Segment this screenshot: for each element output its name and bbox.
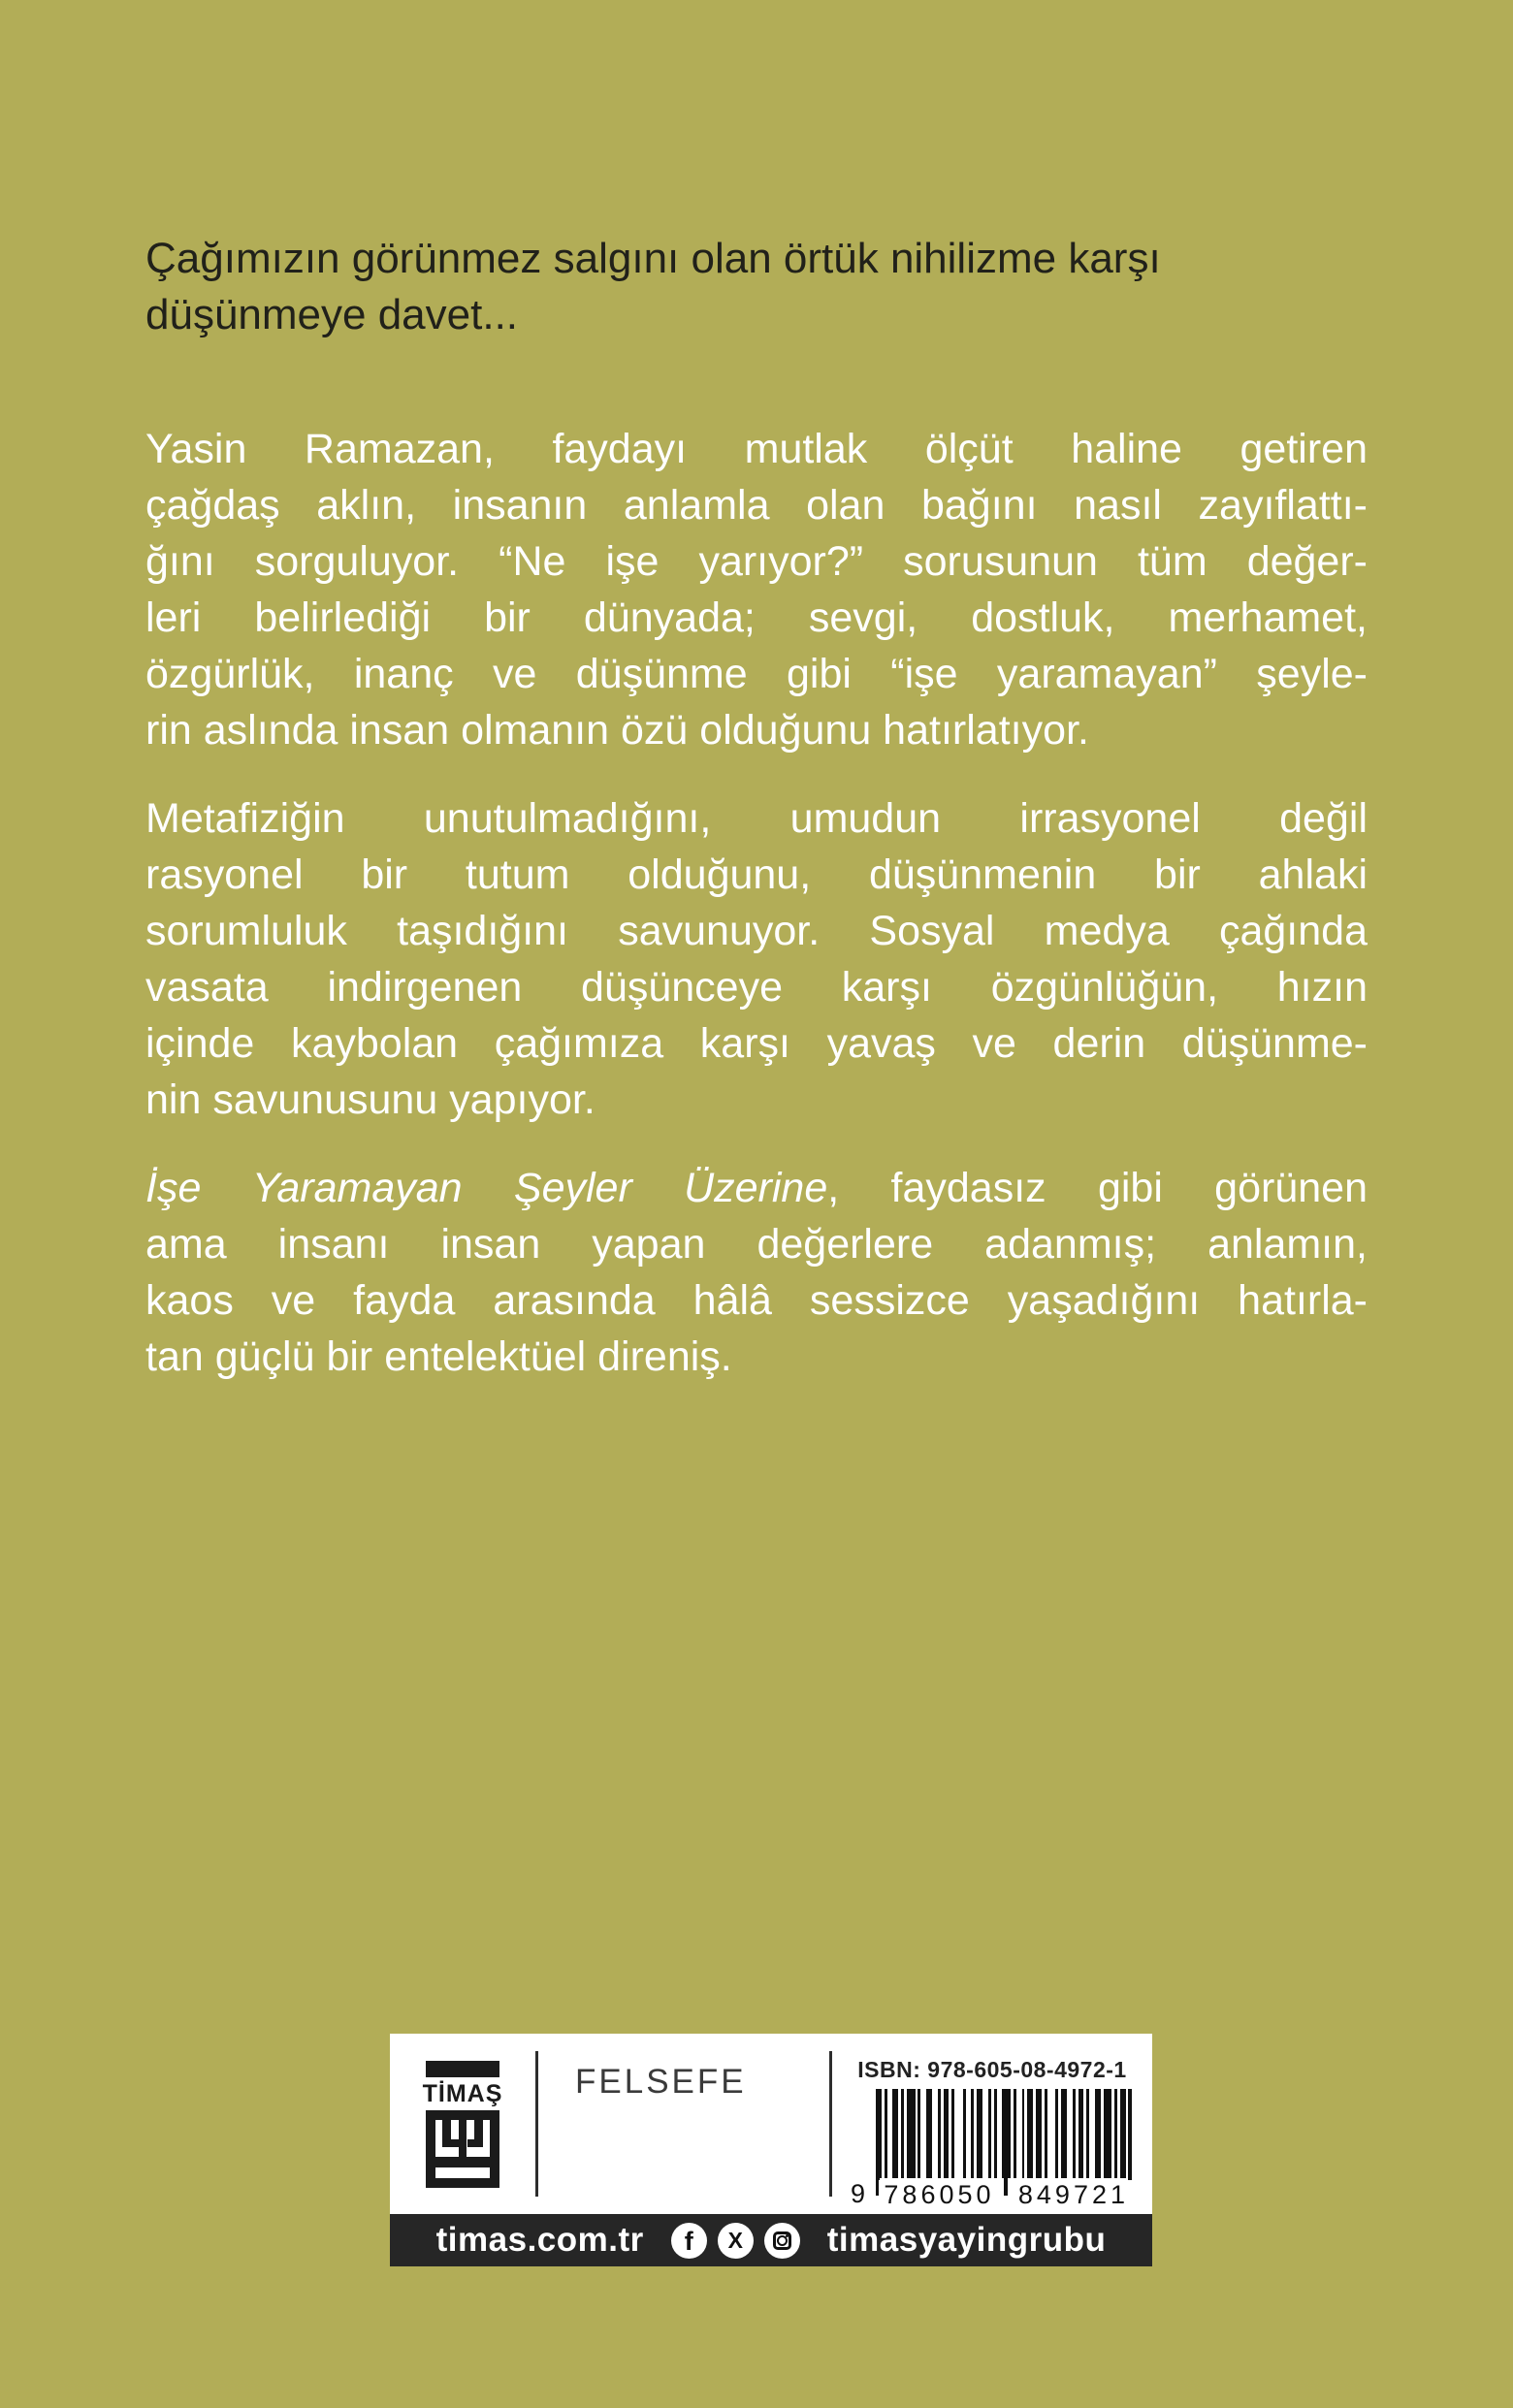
barcode-digit-group: 786050	[879, 2180, 999, 2209]
barcode	[851, 2089, 1134, 2209]
text-line: kaos ve fayda arasında hâlâ sessizce yaşadığını hatırla-	[145, 1277, 1368, 1324]
text-line: tan güçlü bir entelektüel direniş.	[145, 1333, 732, 1380]
instagram-icon	[764, 2223, 800, 2259]
text-line: sorumluluk taşıdığını savunuyor. Sosyal medya çağında	[145, 908, 1368, 954]
paragraph-2	[145, 790, 1368, 1128]
social-icons	[671, 2223, 800, 2259]
x-icon	[718, 2223, 754, 2259]
back-cover-text	[145, 231, 1368, 1417]
text-line: rasyonel bir tutum olduğunu, düşünmenin bir ahlaki	[145, 851, 1368, 898]
text-line: ğını sorguluyor. “Ne işe yarıyor?” sorusunun tüm değer-	[145, 538, 1368, 585]
text-line: rin aslında insan olmanın özü olduğunu hatırlatıyor.	[145, 707, 1089, 754]
book-title-italic: İşe Yaramayan Şeyler Üzerine	[145, 1165, 828, 1211]
publisher-info-box	[390, 2034, 1152, 2214]
tagline	[145, 231, 1368, 343]
category-label: FELSEFE	[575, 2063, 747, 2101]
timas-t-icon	[426, 2110, 499, 2188]
text-line: ama insanı insan yapan değerlere adanmış; anlamın,	[145, 1221, 1368, 1268]
text-line: leri belirlediği bir dünyada; sevgi, dostluk, merhamet,	[145, 594, 1368, 641]
text-line-rest: , faydasız gibi görünen	[827, 1165, 1368, 1211]
isbn-label: ISBN: 978-605-08-4972-1	[857, 2057, 1127, 2082]
category-section	[538, 2034, 829, 2214]
publisher-logo	[390, 2034, 535, 2214]
text-line: Yasin Ramazan, faydayı mutlak ölçüt haline getiren	[145, 426, 1368, 472]
tagline-line: Çağımızın görünmez salgını olan örtük nihilizme karşı	[145, 235, 1161, 282]
tagline-line: düşünmeye davet...	[145, 291, 519, 338]
barcode-digit-group: 849721	[1014, 2180, 1134, 2209]
text-line: çağdaş aklın, insanın anlamla olan bağını nasıl zayıflattı-	[145, 482, 1368, 529]
text-line: içinde kaybolan çağımıza karşı yavaş ve derin düşünme-	[145, 1020, 1368, 1067]
barcode-digit-lead: 9	[851, 2179, 866, 2208]
facebook-icon	[671, 2223, 707, 2259]
text-line: özgürlük, inanç ve düşünme gibi “işe yaramayan” şeyle-	[145, 651, 1368, 697]
text-line: vasata indirgenen düşünceye karşı özgünlüğün, hızın	[145, 964, 1368, 1011]
publisher-website: timas.com.tr	[435, 2221, 644, 2259]
timas-logo-bar	[426, 2061, 499, 2077]
text-line	[145, 1160, 1368, 1216]
paragraph-3	[145, 1160, 1368, 1385]
publisher-footer-bar	[390, 2214, 1152, 2266]
isbn-section	[832, 2034, 1152, 2214]
text-line: nin savunusunu yapıyor.	[145, 1076, 596, 1123]
barcode-digits	[851, 2178, 1134, 2209]
social-handle: timasyayingrubu	[826, 2221, 1107, 2259]
publisher-name: TİMAŞ	[422, 2080, 503, 2107]
text-line: Metafiziğin unutulmadığını, umudun irrasyonel değil	[145, 795, 1368, 842]
paragraph-1	[145, 421, 1368, 758]
